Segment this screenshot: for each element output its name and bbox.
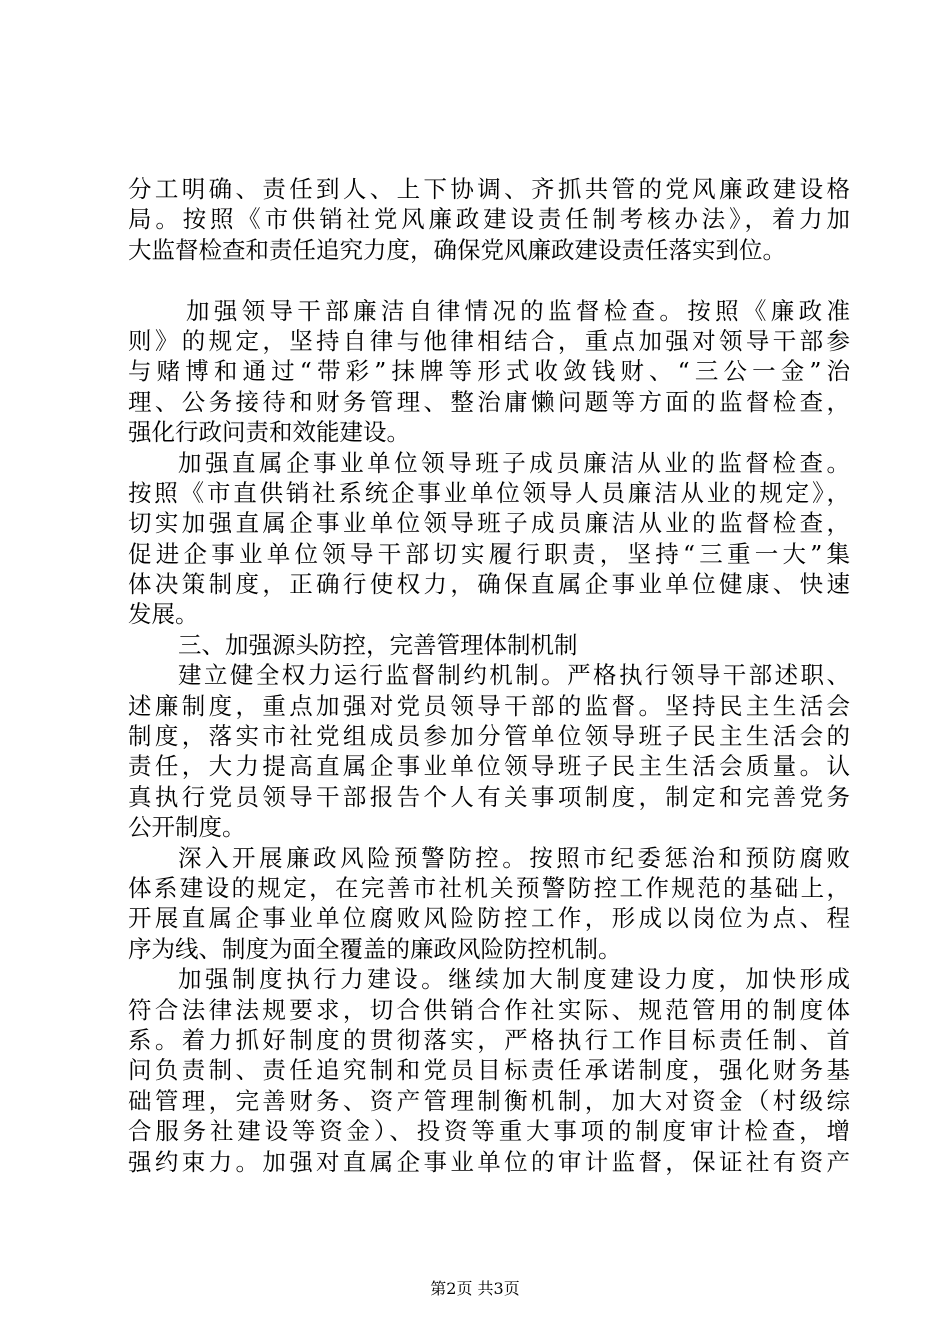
text-line: 真执行党员领导干部报告个人有关事项制度，制定和完善党务 (128, 782, 850, 811)
text-line: 局。按照《市供销社党风廉政建设责任制考核办法》，着力加 (128, 205, 850, 234)
text-line: 强化行政问责和效能建设。 (128, 418, 410, 447)
text-line: 开展直属企事业单位腐败风险防控工作，形成以岗位为点、程 (128, 904, 850, 933)
text-line: 加强领导干部廉洁自律情况的监督检查。按照《廉政准 (186, 296, 850, 325)
text-line: 加强制度执行力建设。继续加大制度建设力度，加快形成 (178, 965, 850, 994)
text-line: 问负责制、责任追究制和党员目标责任承诺制度，强化财务基 (128, 1056, 850, 1085)
text-line: 体决策制度，正确行使权力，确保直属企事业单位健康、快速 (128, 570, 850, 599)
page-footer: 第2页 共3页 (430, 1279, 520, 1298)
text-line: 础管理，完善财务、资产管理制衡机制，加大对资金（村级综 (128, 1086, 850, 1115)
text-line: 分工明确、责任到人、上下协调、齐抓共管的党风廉政建设格 (128, 175, 850, 203)
text-line: 深入开展廉政风险预警防控。按照市纪委惩治和预防腐败 (178, 843, 850, 872)
paragraph-spacer (128, 265, 850, 295)
text-line: 理、公务接待和财务管理、整治庸懒问题等方面的监督检查， (128, 387, 850, 416)
text-line: 促进企事业单位领导干部切实履行职责，坚持“三重一大”集 (128, 539, 850, 568)
text-line: 责任，大力提高直属企事业单位领导班子民主生活会质量。认 (128, 752, 850, 781)
text-line: 公开制度。 (128, 813, 246, 842)
section-heading: 三、加强源头防控，完善管理体制机制 (178, 630, 578, 659)
text-line: 述廉制度，重点加强对党员领导干部的监督。坚持民主生活会 (128, 691, 850, 720)
text-line: 与赌博和通过“带彩”抹牌等形式收敛钱财、“三公一金”治 (128, 357, 850, 386)
text-line: 符合法律法规要求，切合供销合作社实际、规范管用的制度体 (128, 995, 850, 1024)
text-line: 系。着力抓好制度的贯彻落实，严格执行工作目标责任制、首 (128, 1025, 850, 1054)
text-line: 发展。 (128, 600, 199, 629)
text-line: 制度，落实市社党组成员参加分管单位领导班子民主生活会的 (128, 722, 850, 751)
text-line: 合服务社建设等资金）、投资等重大事项的制度审计检查，增 (128, 1117, 850, 1146)
text-line: 切实加强直属企事业单位领导班子成员廉洁从业的监督检查， (128, 509, 850, 538)
text-line: 按照《市直供销社系统企事业单位领导人员廉洁从业的规定》， (128, 478, 850, 507)
text-line: 大监督检查和责任追究力度，确保党风廉政建设责任落实到位。 (128, 235, 786, 264)
text-line: 则》的规定，坚持自律与他律相结合，重点加强对领导干部参 (128, 326, 850, 355)
text-line: 建立健全权力运行监督制约机制。严格执行领导干部述职、 (178, 661, 850, 690)
text-line: 加强直属企事业单位领导班子成员廉洁从业的监督检查。 (178, 448, 850, 477)
text-line: 体系建设的规定，在完善市社机关预警防控工作规范的基础上， (128, 873, 850, 902)
text-line: 强约束力。加强对直属企事业单位的审计监督，保证社有资产 (128, 1147, 850, 1176)
text-line: 序为线、制度为面全覆盖的廉政风险防控机制。 (128, 934, 622, 963)
document-body (128, 174, 850, 1177)
